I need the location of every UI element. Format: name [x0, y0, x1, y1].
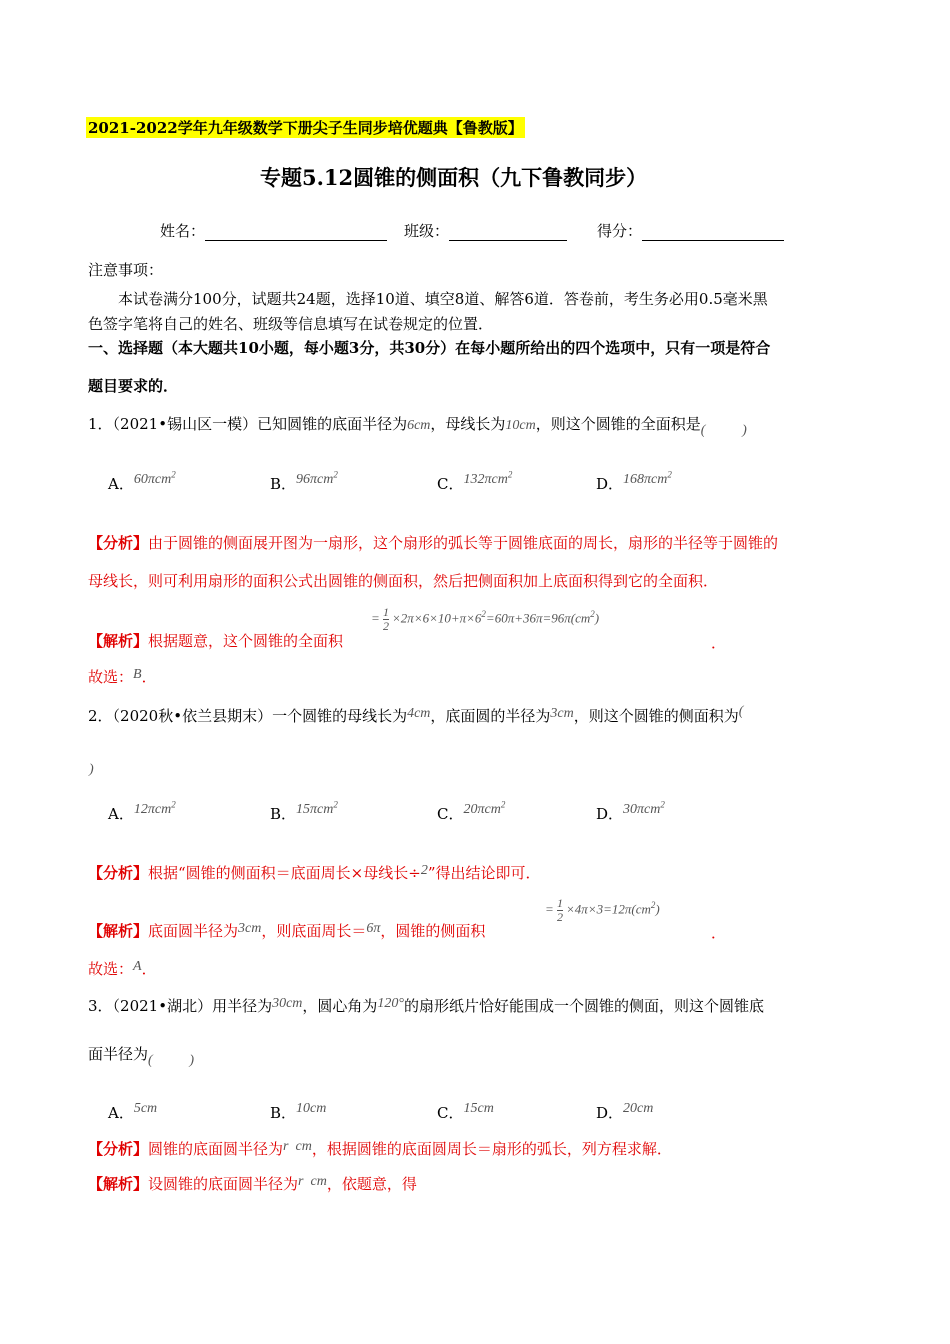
name-field [160, 220, 387, 241]
analysis-radius: r cm [283, 1139, 312, 1154]
class-blank[interactable] [449, 240, 567, 241]
fraction-denominator: 2 [557, 910, 564, 924]
q1-solution [88, 630, 343, 651]
analysis-text-2: ”得出结论即可． [427, 864, 541, 882]
q3-option-d[interactable] [596, 1102, 653, 1123]
q2-radius: 3cm [550, 706, 574, 721]
option-label: B． [270, 805, 297, 823]
option-value: 132πcm [463, 472, 508, 487]
notice-line-2: 色签字笔将自己的姓名、班级等信息填写在试卷规定的位置． [88, 315, 494, 333]
answer-end: ． [141, 960, 157, 978]
analysis-text: 根据“圆锥的侧面积＝底面周长×母线长÷ [148, 864, 421, 882]
analysis-text: 圆锥的底面圆半径为 [148, 1140, 284, 1158]
q1-stem-text-3: ，则这个圆锥的全面积是 [535, 415, 701, 433]
q3-stem-text-2: ，圆心角为 [302, 997, 378, 1015]
q2-option-c[interactable] [437, 799, 506, 824]
option-label: A． [108, 805, 134, 823]
formula-exponent: 2 [590, 609, 595, 620]
option-value: 168πcm [623, 472, 668, 487]
fraction-one-half [383, 606, 389, 633]
q1-option-a[interactable] [108, 469, 176, 494]
solution-text: 底面圆半径为 [148, 922, 239, 940]
answer-value: A [133, 959, 142, 974]
solution-text: 设圆锥的底面圆半径为 [148, 1175, 299, 1193]
q2-paren-open[interactable]: ( [738, 704, 744, 719]
option-exponent: 2 [507, 469, 513, 480]
formula-exponent: 2 [650, 900, 656, 911]
q3-paren-open: ( [148, 1053, 153, 1068]
q3-option-a[interactable] [108, 1102, 157, 1123]
q1-analysis-line-1 [88, 532, 778, 553]
option-label: D． [596, 475, 624, 493]
fraction-numerator: 1 [557, 896, 564, 910]
question-2-stem [88, 705, 743, 726]
option-label: D． [596, 805, 624, 823]
analysis-tag: 【分析】 [88, 534, 149, 552]
q1-answer [88, 666, 157, 687]
question-3-stem-line-2 [88, 1043, 195, 1068]
q3-option-b[interactable] [270, 1102, 326, 1123]
notice-line-1: 本试卷满分100分，试题共24题，选择10道、填空8道、解答6道．答卷前，考生务必用0.5毫米黑 [118, 290, 768, 308]
answer-label: 故选： [88, 668, 134, 686]
solution-tag: 【解析】 [88, 1175, 149, 1193]
solution-text-2: ，则底面周长＝ [261, 922, 367, 940]
series-tag: 2021-2022学年九年级数学下册尖子生同步培优题典【鲁教版】 [88, 119, 523, 137]
q2-stem-text-3: ，则这个圆锥的侧面积为 [573, 707, 739, 725]
formula-close: ) [594, 610, 600, 626]
formula-close: ) [655, 901, 660, 917]
option-exponent: 2 [660, 799, 665, 810]
score-field [597, 220, 784, 241]
question-3-stem [88, 995, 764, 1016]
q3-stem-text: 3．（2021•湖北）用半径为 [88, 997, 273, 1015]
option-exponent: 2 [171, 469, 176, 480]
score-blank[interactable] [642, 240, 784, 241]
q1-formula-period: ． [711, 634, 727, 652]
fraction-one-half [557, 897, 563, 924]
solution-tag: 【解析】 [88, 922, 149, 940]
q1-formula [371, 606, 599, 633]
option-value: 15πcm [296, 802, 334, 817]
notice-heading: 注意事项： [88, 261, 164, 279]
fraction-denominator: 2 [383, 619, 390, 633]
q1-option-d[interactable] [596, 469, 672, 494]
option-value: 5cm [133, 1101, 158, 1116]
fraction-numerator: 1 [383, 605, 390, 619]
option-label: B． [270, 475, 297, 493]
class-field [404, 220, 567, 241]
q1-paren-open: ( [700, 423, 706, 438]
q1-stem-text: 1．（2021•锡山区一模）已知圆锥的底面半径为 [88, 415, 408, 433]
q2-formula [545, 897, 660, 924]
answer-label: 故选： [88, 960, 134, 978]
option-exponent: 2 [500, 799, 506, 810]
formula-equals: = [545, 901, 554, 917]
q2-slant-height: 4cm [407, 706, 431, 721]
option-exponent: 2 [667, 469, 672, 480]
option-value: 20cm [623, 1101, 654, 1116]
q2-option-b[interactable] [270, 799, 338, 824]
section-heading-line-2: 题目要求的． [88, 377, 179, 395]
score-label: 得分： [597, 222, 643, 240]
formula-part: ×2π×6×10+π×6 [392, 610, 482, 626]
option-label: D． [596, 1104, 624, 1122]
q2-answer [88, 958, 157, 979]
name-label: 姓名： [160, 222, 206, 240]
option-value: 96πcm [296, 472, 334, 487]
class-label: 班级： [404, 222, 450, 240]
q1-analysis-line-2: 母线长，则可利用扇形的面积公式出圆锥的侧面积，然后把侧面积加上底面积得到它的全面积． [88, 572, 719, 590]
question-1-stem [88, 413, 747, 438]
q2-option-a[interactable] [108, 799, 176, 824]
analysis-text-2: ，根据圆锥的底面圆周长＝扇形的弧长，列方程求解． [311, 1140, 672, 1158]
option-exponent: 2 [333, 799, 338, 810]
q3-solution [88, 1173, 417, 1194]
option-exponent: 2 [333, 469, 338, 480]
solution-circumference: 6π [366, 921, 381, 936]
option-label: C． [437, 1104, 464, 1122]
solution-tag: 【解析】 [88, 632, 149, 650]
q2-paren-close[interactable]: ) [89, 762, 94, 777]
q1-radius: 6cm [407, 418, 431, 433]
q1-option-b[interactable] [270, 469, 338, 494]
solution-text: 根据题意，这个圆锥的全面积 [148, 632, 344, 650]
q3-paren-close: ) [189, 1053, 195, 1068]
option-value: 60πcm [133, 472, 172, 487]
q2-stem-text-2: ，底面圆的半径为 [430, 707, 551, 725]
option-label: C． [437, 475, 464, 493]
q3-sector-radius: 30cm [272, 996, 303, 1011]
section-heading-line-1: 一、选择题（本大题共10小题，每小题3分，共30分）在每小题所给出的四个选项中，只有一项是符合 [88, 339, 771, 357]
q2-stem-text: 2．（2020秋•依兰县期末）一个圆锥的母线长为 [88, 707, 408, 725]
q3-stem-text-3: 的扇形纸片恰好能围成一个圆锥的侧面，则这个圆锥底 [404, 997, 765, 1015]
answer-end: ． [141, 668, 157, 686]
option-label: A． [108, 1104, 134, 1122]
option-label: B． [270, 1104, 297, 1122]
formula-part: =60π+36π=96π(cm [485, 610, 591, 626]
solution-radius: 3cm [238, 921, 262, 936]
q3-stem-text-4: 面半径为 [88, 1045, 149, 1063]
q1-option-c[interactable] [437, 469, 513, 494]
q1-slant-height: 10cm [505, 418, 536, 433]
analysis-number: 2 [420, 863, 428, 878]
page-title: 专题5.12圆锥的侧面积（九下鲁教同步） [260, 165, 648, 190]
q3-central-angle: 120° [377, 996, 405, 1011]
option-label: A． [108, 475, 134, 493]
solution-text-3: ，圆锥的侧面积 [380, 922, 486, 940]
option-value: 15cm [463, 1101, 494, 1116]
answer-value: B [133, 667, 142, 682]
name-blank[interactable] [205, 240, 387, 241]
solution-text-2: ，依题意，得 [326, 1175, 417, 1193]
option-value: 20πcm [463, 802, 501, 817]
formula-part: ×4π×3=12π(cm [566, 901, 651, 917]
analysis-tag: 【分析】 [88, 1140, 149, 1158]
q1-stem-text-2: ，母线长为 [430, 415, 506, 433]
option-label: C． [437, 805, 464, 823]
q3-option-c[interactable] [437, 1102, 494, 1123]
option-value: 30πcm [623, 802, 661, 817]
analysis-text: 由于圆锥的侧面展开图为一扇形，这个扇形的弧长等于圆锥底面的周长，扇形的半径等于圆锥的 [148, 534, 779, 552]
q2-option-d[interactable] [596, 799, 665, 824]
solution-radius: r cm [298, 1174, 327, 1189]
analysis-tag: 【分析】 [88, 864, 149, 882]
q2-analysis [88, 862, 541, 883]
q2-formula-period: ． [711, 924, 727, 942]
q2-solution [88, 920, 485, 941]
formula-equals: = [371, 610, 380, 626]
q1-paren-close: ) [742, 423, 747, 438]
q3-analysis [88, 1138, 672, 1159]
option-value: 10cm [296, 1101, 327, 1116]
formula-exponent: 2 [481, 609, 486, 620]
option-exponent: 2 [171, 799, 176, 810]
option-value: 12πcm [133, 802, 172, 817]
